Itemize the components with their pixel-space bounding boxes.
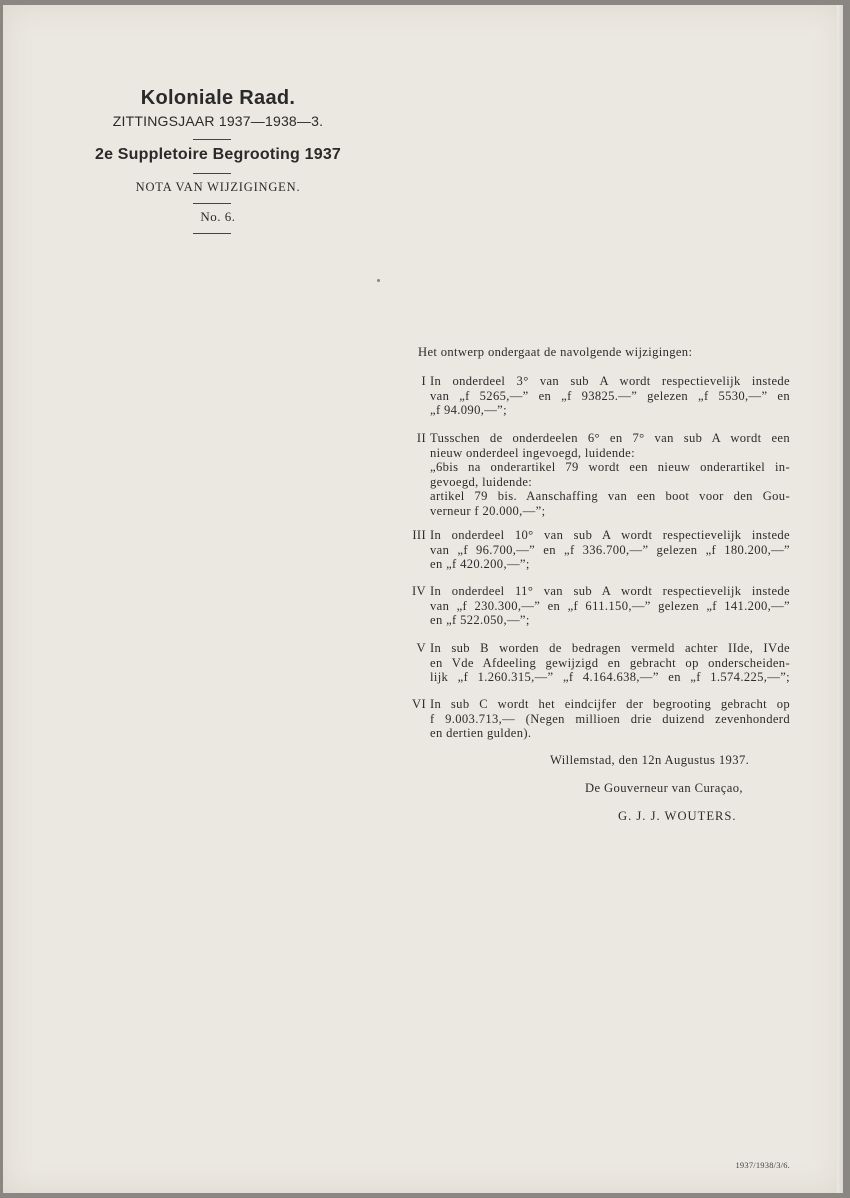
- item-line: f 9.003.713,— (Negen millioen drie duizend zevenhonderd: [430, 711, 790, 726]
- item-line: In onderdeel 11° van sub A wordt respectievelijk instede: [430, 584, 790, 598]
- amendment-item: [400, 528, 790, 572]
- item-numeral: III: [412, 528, 426, 542]
- item-line: Tusschen de onderdeelen 6° en 7° van sub A wordt een: [430, 431, 790, 445]
- item-line: artikel 79 bis. Aanschaffing van een boot voor den Gou-: [430, 489, 790, 504]
- divider-rule: [193, 233, 231, 234]
- place-date: Willemstad, den 12n Augustus 1937.: [550, 753, 750, 767]
- item-line: verneur f 20.000,—”;: [430, 503, 546, 518]
- budget-title: 2e Suppletoire Begrooting 1937: [94, 146, 342, 163]
- nota-heading: NOTA VAN WIJZIGINGEN.: [135, 180, 301, 194]
- item-line: nieuw onderdeel ingevoegd, luidende:: [430, 445, 635, 460]
- item-numeral: II: [416, 431, 426, 445]
- amendment-item: [400, 374, 790, 418]
- item-text: [430, 641, 790, 685]
- divider-rule: [193, 173, 231, 174]
- item-numeral: IV: [412, 584, 426, 598]
- item-line: en „f 522.050,—”;: [430, 613, 530, 628]
- item-text: [430, 431, 790, 519]
- amendment-item: [400, 584, 790, 628]
- amendment-item: [400, 641, 790, 685]
- item-numeral: I: [421, 374, 426, 388]
- item-line: en „f 420.200,—”;: [430, 557, 530, 572]
- archive-code: 1937/1938/3/6.: [735, 1160, 790, 1170]
- council-title: Koloniale Raad.: [140, 87, 296, 109]
- item-line: In onderdeel 10° van sub A wordt respectievelijk instede: [430, 528, 790, 542]
- amendment-item: [400, 431, 790, 519]
- item-numeral: VI: [412, 697, 426, 711]
- intro-paragraph: Het ontwerp ondergaat de navolgende wijzigingen:: [418, 345, 693, 359]
- item-line: lijk „f 1.260.315,—” „f 4.164.638,—” en „f 1.574.225,—”;: [430, 670, 790, 685]
- item-line: In onderdeel 3° van sub A wordt respectievelijk instede: [430, 374, 790, 388]
- sheet-edge: [837, 5, 843, 1193]
- item-line: en Vde Afdeeling gewijzigd en gebracht op onderscheiden-: [430, 655, 790, 670]
- session-year: ZITTINGSJAAR 1937—1938—3.: [112, 113, 324, 129]
- amendment-item: [400, 697, 790, 741]
- item-numeral: V: [416, 641, 426, 655]
- item-line: In sub C wordt het eindcijfer der begrooting gebracht op: [430, 697, 790, 711]
- signatory-role: De Gouverneur van Curaçao,: [585, 781, 743, 795]
- item-line: „f 94.090,—”;: [430, 403, 507, 418]
- divider-rule: [193, 203, 231, 204]
- paper-speck: [377, 279, 380, 282]
- item-text: [430, 374, 790, 418]
- signatory-name: G. J. J. WOUTERS.: [618, 809, 737, 823]
- item-line: In sub B worden de bedragen vermeld achter IIde, IVde: [430, 641, 790, 655]
- item-line: van „f 5265,—” en „f 93825.—” gelezen „f 5530,—” en: [430, 388, 790, 403]
- divider-rule: [193, 139, 231, 140]
- item-line: „6bis na onderartikel 79 wordt een nieuw onderartikel in-: [430, 460, 790, 475]
- item-text: [430, 584, 790, 628]
- item-text: [430, 528, 790, 572]
- item-line: en dertien gulden).: [430, 726, 532, 741]
- document-number: No. 6.: [200, 209, 236, 224]
- item-line: van „f 230.300,—” en „f 611.150,—” gelezen „f 141.200,—”: [430, 598, 790, 613]
- item-line: van „f 96.700,—” en „f 336.700,—” gelezen „f 180.200,—”: [430, 542, 790, 557]
- item-line: gevoegd, luidende:: [430, 474, 533, 489]
- item-text: [430, 697, 790, 741]
